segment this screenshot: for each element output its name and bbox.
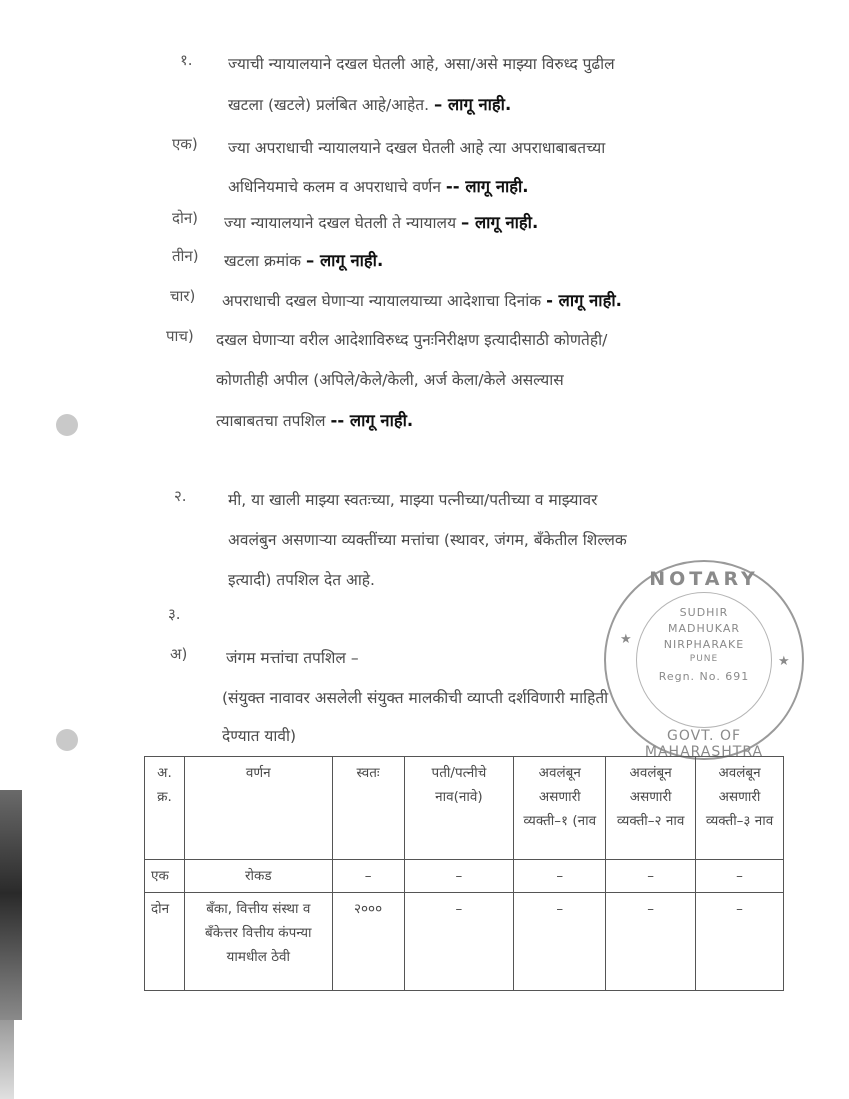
sub-a-title: जंगम मत्तांचा तपशिल – xyxy=(226,649,359,667)
cell-description: बँका, वित्तीय संस्था व बँकेत्तर वित्तीय कंपन्या यामधील ठेवी xyxy=(184,893,332,991)
sub-don-line xyxy=(224,210,538,233)
table-header-row xyxy=(145,757,784,860)
scan-edge-shadow-bottom xyxy=(0,1020,14,1099)
scan-edge-shadow xyxy=(0,790,22,1020)
sub-pach-line-3 xyxy=(216,408,413,431)
movable-assets-table xyxy=(144,756,784,991)
star-icon: ★ xyxy=(778,654,790,669)
sub-a-note-1: (संयुक्त नावावर असलेली संयुक्त मालकीची व्याप्ती दर्शविणारी माहिती xyxy=(222,689,609,707)
punch-hole-top xyxy=(56,414,78,436)
section-1-number: १. xyxy=(180,51,193,69)
cell-dependent-3: – xyxy=(696,860,784,893)
sub-a-label: अ) xyxy=(170,645,188,663)
cell-spouse: – xyxy=(404,860,514,893)
section-2-line-1: मी, या खाली माझ्या स्वतःच्या, माझ्या पत्नीच्या/पतीच्या व माझ्यावर xyxy=(228,491,598,509)
sub-pach-label: पाच) xyxy=(166,327,194,345)
header-spouse: पती/पत्नीचे नाव(नावे) xyxy=(404,757,514,860)
not-applicable-text: – लागू नाही. xyxy=(305,251,384,270)
sub-char-line xyxy=(222,288,622,311)
punch-hole-bottom xyxy=(56,729,78,751)
cell-dependent-2: – xyxy=(606,860,696,893)
sub-ek-line-1: ज्या अपराधाची न्यायालयाने दखल घेतली आहे त्या अपराधाबाबतच्या xyxy=(228,139,606,157)
cell-dependent-2: – xyxy=(606,893,696,991)
cell-serial: दोन xyxy=(145,893,185,991)
sub-a-note-2: देण्यात यावी) xyxy=(222,727,297,745)
sub-pach-line-1: दखल घेणाऱ्या वरील आदेशाविरुध्द पुनःनिरीक्षण इत्यादीसाठी कोणतेही/ xyxy=(216,331,608,349)
header-dependent-3: अवलंबून असणारी व्यक्ती–३ नाव xyxy=(696,757,784,860)
sub-ek-label: एक) xyxy=(172,135,198,153)
header-dependent-1: अवलंबून असणारी व्यक्ती–१ (नाव xyxy=(514,757,606,860)
stamp-title: NOTARY xyxy=(649,568,759,590)
sub-don-label: दोन) xyxy=(172,209,199,227)
sub-don-text: ज्या न्यायालयाने दखल घेतली ते न्यायालय xyxy=(224,214,457,232)
sub-pach-line-2: कोणतीही अपील (अपिले/केले/केली, अर्ज केला/केले असल्यास xyxy=(216,371,564,389)
cell-dependent-1: – xyxy=(514,893,606,991)
header-self: स्वतः xyxy=(332,757,404,860)
cell-description: रोकड xyxy=(184,860,332,893)
header-serial: अ. क्र. xyxy=(145,757,185,860)
cell-dependent-3: – xyxy=(696,893,784,991)
section-3-number: ३. xyxy=(168,605,181,623)
cell-self: २००० xyxy=(332,893,404,991)
star-icon: ★ xyxy=(620,632,632,647)
sub-ek-text: अधिनियमाचे कलम व अपराधाचे वर्णन xyxy=(228,178,441,196)
sub-pach-text: त्याबाबतचा तपशिल xyxy=(216,412,326,430)
not-applicable-text: -- लागू नाही. xyxy=(330,411,414,430)
cell-spouse: – xyxy=(404,893,514,991)
stamp-name-3: NIRPHARAKE xyxy=(663,638,745,651)
stamp-name-2: MADHUKAR xyxy=(668,622,740,635)
section-2-number: २. xyxy=(174,487,187,505)
table-row xyxy=(145,860,784,893)
table-row xyxy=(145,893,784,991)
cell-serial: एक xyxy=(145,860,185,893)
notary-stamp xyxy=(604,560,804,760)
sub-ek-line-2 xyxy=(228,174,529,197)
header-dependent-2: अवलंबून असणारी व्यक्ती–२ नाव xyxy=(606,757,696,860)
not-applicable-text: – लागू नाही. xyxy=(433,95,512,114)
sub-teen-line xyxy=(224,248,383,271)
sub-char-label: चार) xyxy=(170,287,196,305)
section-2-line-3: इत्यादी) तपशिल देत आहे. xyxy=(228,571,375,589)
section-2-line-2: अवलंबुन असणाऱ्या व्यक्तींच्या मत्तांचा (स्थावर, जंगम, बँकेतील शिल्लक xyxy=(228,531,627,549)
stamp-city: PUNE xyxy=(689,654,719,664)
section-1-line-2 xyxy=(228,92,511,115)
sub-char-text: अपराधाची दखल घेणाऱ्या न्यायालयाच्या आदेशाचा दिनांक xyxy=(222,292,542,310)
sub-teen-label: तीन) xyxy=(172,247,199,265)
stamp-footer: GOVT. OF MAHARASHTRA xyxy=(644,728,764,760)
section-1-line-1: ज्याची न्यायालयाने दखल घेतली आहे, असा/असे माझ्या विरुध्द पुढील xyxy=(228,55,615,73)
not-applicable-text: -- लागू नाही. xyxy=(445,177,529,196)
sub-teen-text: खटला क्रमांक xyxy=(224,252,302,270)
section-1-text: खटला (खटले) प्रलंबित आहे/आहेत. xyxy=(228,96,430,114)
cell-dependent-1: – xyxy=(514,860,606,893)
cell-self: – xyxy=(332,860,404,893)
header-description: वर्णन xyxy=(184,757,332,860)
not-applicable-text: – लागू नाही. xyxy=(461,213,539,232)
stamp-registration: Regn. No. 691 xyxy=(658,670,750,683)
not-applicable-text: - लागू नाही. xyxy=(546,291,622,310)
stamp-name-1: SUDHIR xyxy=(679,606,729,619)
